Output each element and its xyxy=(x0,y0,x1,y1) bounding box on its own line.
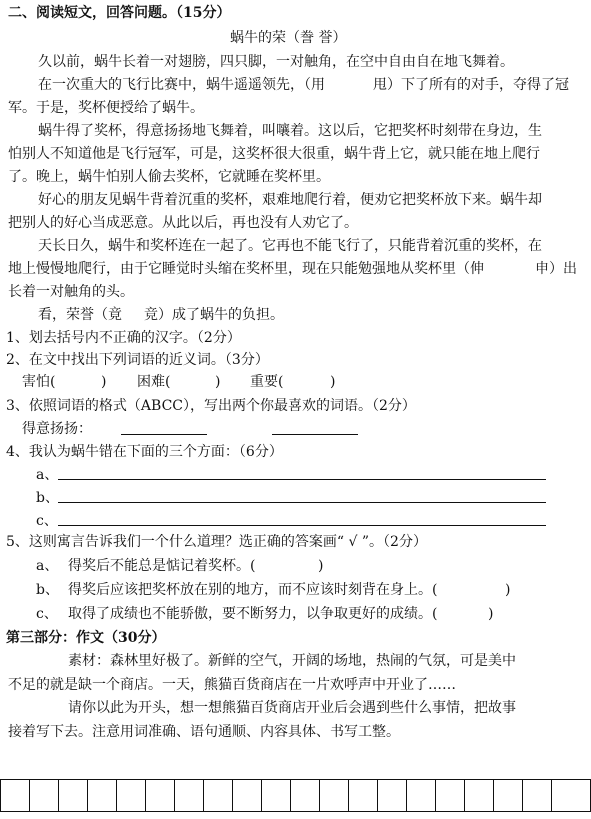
q5-option-label: a、 xyxy=(36,558,59,574)
story-line: 天长日久，蜗牛和奖杯连在一起了。它再也不能飞行了，只能背着沉重的奖杯，在 xyxy=(38,238,542,254)
composition-grid[interactable] xyxy=(0,779,591,812)
q4-label-b: b、 xyxy=(36,490,59,506)
grid-cell[interactable] xyxy=(290,780,291,811)
q2-item-paren: ) xyxy=(330,374,336,390)
story-text: 在一次重大的飞行比赛中，蜗牛遥遥领先，（用 xyxy=(38,77,325,93)
story-line: 了。晚上，蜗牛怕别人偷去奖杯，它就睡在奖杯里。 xyxy=(8,169,330,185)
q2-item-paren: ) xyxy=(215,374,221,390)
story-line: 怕别人不知道他是飞行冠军，可是，这奖杯很大很重，蜗牛背上它，就只能在地上爬行 xyxy=(8,146,540,162)
grid-cell[interactable] xyxy=(319,780,320,811)
story-line xyxy=(0,305,591,325)
section-title: 二、阅读短文，回答问题。（15分） xyxy=(8,5,231,21)
q5-option xyxy=(0,604,591,624)
story-line: 蜗牛得了奖杯，得意扬扬地飞舞着，叫嚷着。这以后，它把奖杯时刻带在身边，生 xyxy=(38,123,542,139)
story-line xyxy=(0,259,591,279)
answer-line[interactable] xyxy=(58,502,546,503)
question-3: 3、依照词语的格式（ABCC），写出两个你最喜欢的词语。（2分） xyxy=(6,398,416,414)
q5-option xyxy=(0,580,591,600)
q4-label-c: c、 xyxy=(36,513,58,529)
grid-cell[interactable] xyxy=(58,780,59,811)
story-line: 长着一对触角的头。 xyxy=(8,284,134,300)
q3-example: 得意扬扬： xyxy=(22,421,92,437)
story-line xyxy=(0,75,591,95)
grid-cell[interactable] xyxy=(261,780,262,811)
grid-cell[interactable] xyxy=(493,780,494,811)
part3-title: 第三部分：作文（30分） xyxy=(6,630,166,646)
story-text: 甩）下了所有的对手，夺得了冠 xyxy=(373,77,569,93)
grid-cell[interactable] xyxy=(232,780,233,811)
part3-line: 不足的就是缺一个商店。一天，熊猫百货商店在一片欢呼声中开业了…… xyxy=(8,677,456,693)
q5-option-label: c、 xyxy=(36,606,58,622)
part3-line: 接着写下去。注意用词准确、语句通顺、内容具体、书写工整。 xyxy=(8,724,400,740)
story-line: 好心的朋友见蜗牛背着沉重的奖杯，艰难地爬行着，便劝它把奖杯放下来。蜗牛却 xyxy=(38,192,542,208)
story-line: 把别人的好心当成恶意。从此以后，再也没有人劝它了。 xyxy=(8,215,358,231)
question-4: 4、我认为蜗牛错在下面的三个方面：（6分） xyxy=(6,444,283,460)
grid-cell[interactable] xyxy=(203,780,204,811)
story-title: 蜗牛的荣（誊 誉） xyxy=(230,30,347,46)
grid-cell[interactable] xyxy=(551,780,552,811)
answer-line[interactable] xyxy=(58,479,546,480)
grid-cell[interactable] xyxy=(348,780,349,811)
answer-line[interactable] xyxy=(58,525,546,526)
story-text: 看，荣誉（竟 xyxy=(38,307,122,323)
answer-line[interactable] xyxy=(272,434,358,435)
q2-item-paren: ) xyxy=(101,374,107,390)
question-1: 1、划去括号内不正确的汉字。（2分） xyxy=(6,330,241,346)
q2-item-label: 困难( xyxy=(137,374,171,390)
q5-option-close: ) xyxy=(505,582,511,598)
part3-line: 请你以此为开头，想一想熊猫百货商店开业后会遇到些什么事情，把故事 xyxy=(68,700,516,716)
part3-line: 素材：森林里好极了。新鲜的空气，开阔的场地，热闹的气氛，可是美中 xyxy=(68,653,516,669)
story-text: 地上慢慢地爬行，由于它睡觉时头缩在奖杯里，现在只能勉强地从奖杯里（伸 xyxy=(8,261,484,277)
q2-item-label: 重要( xyxy=(250,374,284,390)
q5-option-text: 得奖后不能总是惦记着奖杯。( xyxy=(68,558,256,574)
grid-cell[interactable] xyxy=(377,780,378,811)
q5-option-close: ) xyxy=(318,558,324,574)
question-2: 2、在文中找出下列词语的近义词。（3分） xyxy=(6,352,269,368)
q5-option-text: 得奖后应该把奖杯放在别的地方，而不应该时刻背在身上。( xyxy=(68,582,438,598)
q5-option-text: 取得了成绩也不能骄傲，要不断努力，以争取更好的成绩。( xyxy=(68,606,438,622)
grid-cell[interactable] xyxy=(522,780,523,811)
grid-cell[interactable] xyxy=(145,780,146,811)
answer-line[interactable] xyxy=(121,434,207,435)
question-5: 5、这则寓言告诉我们一个什么道理？选正确的答案画“ √ ”。（2分） xyxy=(6,534,427,550)
grid-cell[interactable] xyxy=(29,780,30,811)
story-text: 竞）成了蜗牛的负担。 xyxy=(144,307,284,323)
grid-cell[interactable] xyxy=(174,780,175,811)
q5-option-label: b、 xyxy=(36,582,59,598)
story-line: 久以前，蜗牛长着一对翅膀，四只脚，一对触角，在空中自由自在地飞舞着。 xyxy=(38,54,514,70)
q2-items xyxy=(0,372,591,392)
q5-option xyxy=(0,556,591,576)
q2-item-label: 害怕( xyxy=(22,374,56,390)
grid-cell[interactable] xyxy=(435,780,436,811)
grid-cell[interactable] xyxy=(87,780,88,811)
q5-option-close: ) xyxy=(488,606,494,622)
grid-cell[interactable] xyxy=(464,780,465,811)
grid-cell[interactable] xyxy=(406,780,407,811)
story-line: 军。于是，奖杯便授给了蜗牛。 xyxy=(8,100,204,116)
grid-cell[interactable] xyxy=(116,780,117,811)
q4-label-a: a、 xyxy=(36,467,59,483)
story-text: 申）出 xyxy=(535,261,577,277)
